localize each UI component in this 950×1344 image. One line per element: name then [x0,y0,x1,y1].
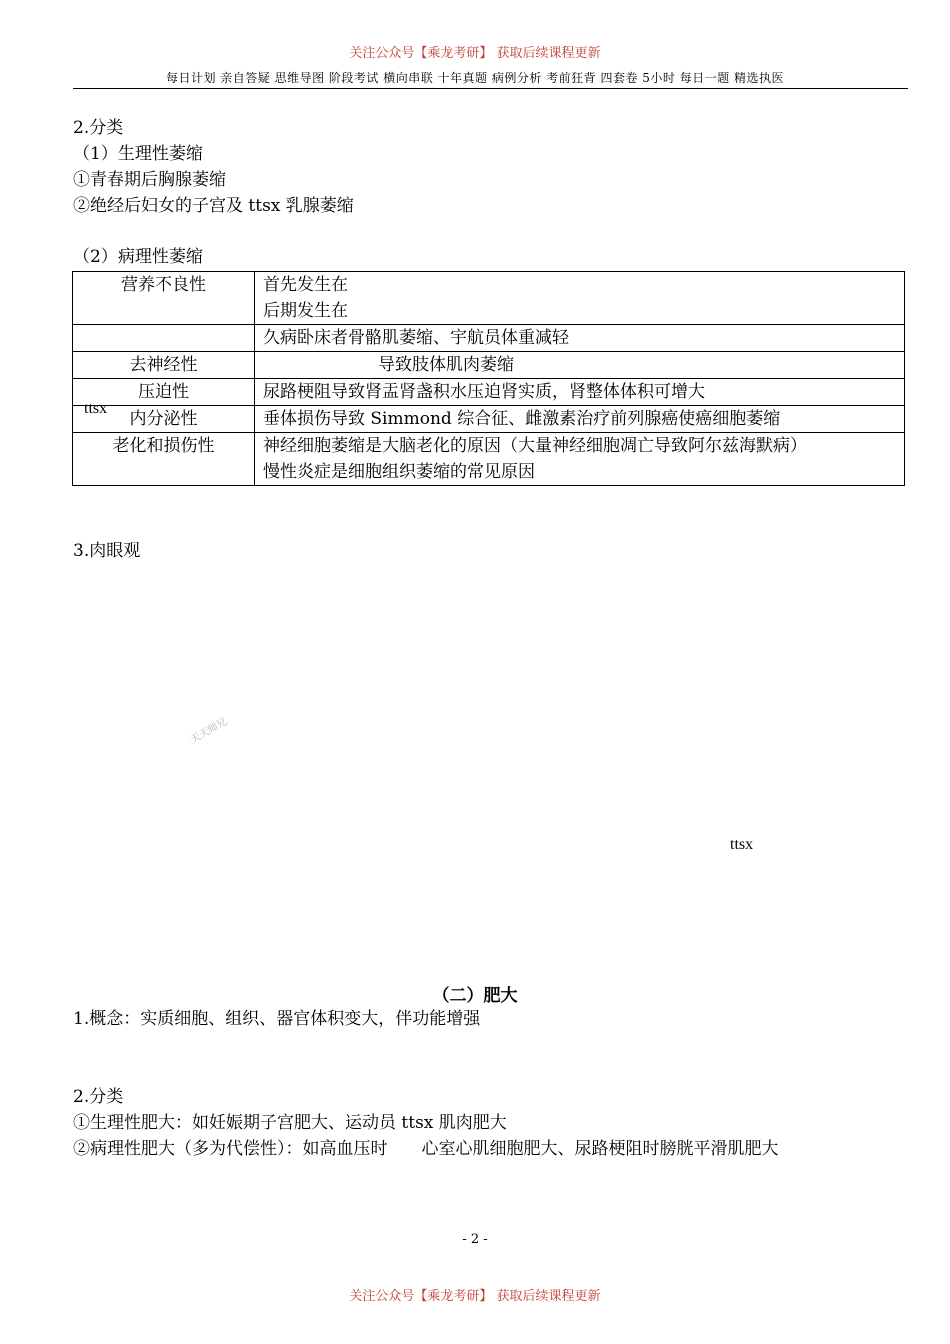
hypertrophy-item-2: ②病理性肥大（多为代偿性）：如高血压时 心室心肌细胞肥大、尿路梗阻时膀胱平滑肌肥大 [73,1139,779,1159]
table-category: 营养不良性 [73,272,255,325]
table-row [73,406,905,433]
table-description [255,433,905,486]
table-line: 后期发生在 [263,301,348,321]
table-row [73,379,905,406]
table-category: 压迫性 [73,379,255,406]
table-line: 垂体损伤导致 Simmond 综合征、雌激素治疗前列腺癌使癌细胞萎缩 [263,409,781,429]
table-description [255,379,905,406]
table-description [255,325,905,352]
header-promo: 关注公众号【乘龙考研】 获取后续课程更新 [349,46,601,61]
table-row [73,433,905,486]
hypertrophy-concept: 1.概念：实质细胞、组织、器官体积变大，伴功能增强 [73,1009,481,1029]
classification-title: 2.分类 [73,118,124,138]
header-links: 每日计划 亲自答疑 思维导图 阶段考试 横向串联 十年真题 病例分析 考前狂背 四套卷 5小时 每日一题 精选执医 [165,71,785,85]
pathological-atrophy-table [72,271,905,486]
table-line: 慢性炎症是细胞组织萎缩的常见原因 [263,462,535,482]
table-line: 久病卧床者骨骼肌萎缩、宇航员体重减轻 [263,328,569,348]
table-line: 神经细胞萎缩是大脑老化的原因（大量神经细胞凋亡导致阿尔兹海默病） [263,436,807,456]
table-category: 去神经性 [73,352,255,379]
gross-appearance-title: 3.肉眼观 [73,541,141,561]
physiological-atrophy-title: （1）生理性萎缩 [73,144,203,164]
pathological-atrophy-title: （2）病理性萎缩 [73,247,203,267]
page-number: - 2 - [462,1232,488,1247]
physiological-item-1: ①青春期后胸腺萎缩 [73,170,226,190]
table-line: 导致肢体肌肉萎缩 [378,355,514,375]
table-row [73,352,905,379]
physiological-item-2: ②绝经后妇女的子宫及 ttsx 乳腺萎缩 [73,196,354,216]
table-description [255,272,905,325]
diagonal-watermark: 天天师兄 [188,716,230,746]
table-category: 内分泌性 [73,406,255,433]
table-line: 尿路梗阻导致肾盂肾盏积水压迫肾实质，肾整体体积可增大 [263,382,705,402]
hypertrophy-classification-title: 2.分类 [73,1087,124,1107]
footer-promo: 关注公众号【乘龙考研】 获取后续课程更新 [349,1289,601,1304]
table-category [73,325,255,352]
table-row [73,272,905,325]
table-description [255,406,905,433]
table-description [255,352,905,379]
table-row [73,325,905,352]
ttsx-watermark: ttsx [730,836,754,853]
table-line: 首先发生在 [263,275,348,295]
hypertrophy-item-1: ①生理性肥大：如妊娠期子宫肥大、运动员 ttsx 肌肉肥大 [73,1113,507,1133]
header-divider [73,88,908,89]
table-category: 老化和损伤性 [73,433,255,486]
hypertrophy-heading: （二）肥大 [432,986,518,1006]
ttsx-watermark: ttsx [84,400,108,417]
